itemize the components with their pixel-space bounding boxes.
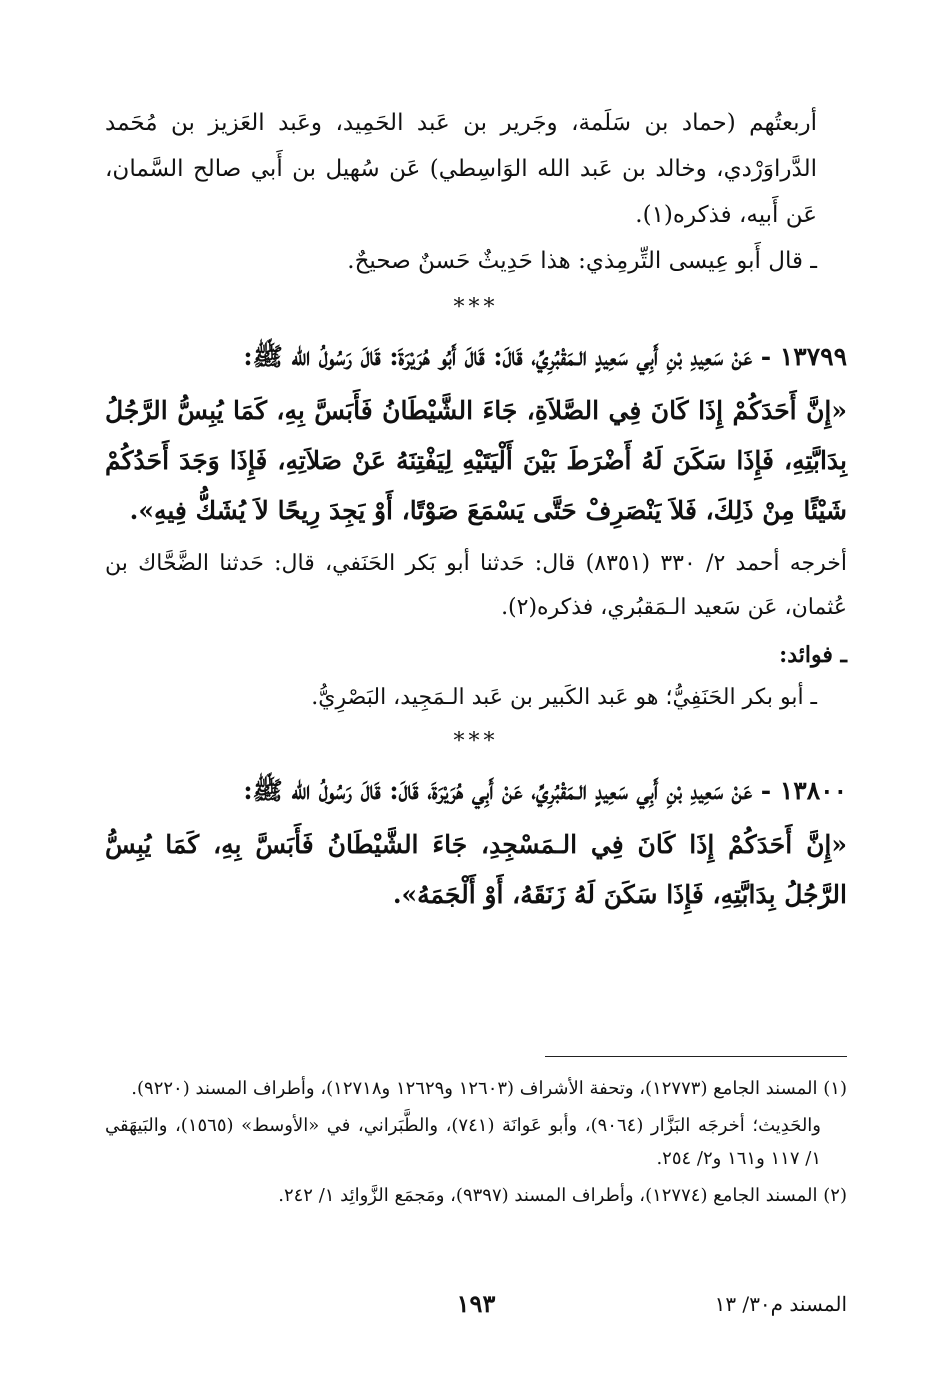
hadith-13799-takhrij: أخرجه أحمد ٢/ ٣٣٠ (٨٣٥١) قال: حَدثنا أبو بَكر الحَنَفي، قال: حَدثنا الضَّحَّاك بن عُثمان، عَن سَعيد الـمَقبُري، فذكره(٢). <box>105 551 848 620</box>
tirmidhi-note: ـ قال أَبو عِيسى التِّرمِذي: هذا حَدِيثٌ حَسنٌ صحيحٌ. <box>347 248 817 274</box>
main-text <box>105 100 847 920</box>
fawaid-heading: ـ فوائد: <box>779 642 847 668</box>
page-footer <box>105 1286 847 1322</box>
section-separator: *** <box>453 295 499 320</box>
fawaid-item: ـ أبو بكر الحَنَفِيُّ؛ هو عَبد الكَبير بن عَبد الـمَجِيد، البَصْرِيُّ. <box>311 685 817 710</box>
footnote-1-continuation: والحَدِيث؛ أخرجَه البَزَّار (٩٠٦٤)، وأبو عَوانَة (٧٤١)، والطَّبَراني، في «الأوسط» (١٥٦٥)، والبَيهَقي ١/ ١١٧ و١٦١ و٢/ ٢٥٤. <box>105 1115 821 1169</box>
hadith-13799-matn: «إِنَّ أَحَدَكُمْ إِذَا كَانَ فِي الصَّلاَةِ، جَاءَ الشَّيْطَانُ فَأَبَسَّ بِهِ، كَمَا يُبِسُّ الرَّجُلُ بِدَابَّتِهِ، فَإِذَا سَكَنَ لَهُ أَضْرَطَ بَيْنَ أَلْيَتَيْهِ لِيَفْتِنَهُ عَنْ صَلاَتِهِ، فَإِذَا وَجَدَ أَحَدُكُمْ شَيْئًا مِنْ ذَلِكَ، فَلاَ يَنْصَرِفْ حَتَّى يَسْمَعَ صَوْتًا، أَوْ يَجِدَ رِيحًا لاَ يُشَكُّ فِيهِ». <box>105 396 847 525</box>
hadith-13800-matn: «إِنَّ أَحَدَكُمْ إِذَا كَانَ فِي الـمَسْجِدِ، جَاءَ الشَّيْطَانُ فَأَبَسَّ بِهِ، كَمَا يُبِسُّ الرَّجُلُ بِدَابَّتِهِ، فَإِذَا سَكَنَ لَهُ زَنَقَهُ، أَوْ أَلْجَمَهُ». <box>105 830 847 909</box>
page-number: ١٩٣ <box>456 1289 496 1318</box>
footnotes <box>105 1072 847 1216</box>
hadith-13799-chain: ١٣٧٩٩ - عَنْ سَعِيدِ بْنِ أَبِي سَعِيدٍ الـمَقْبُرِيِّ، قَالَ: قَالَ أَبُو هُرَيْرَةَ: قَالَ رَسُولُ الله ﷺ: <box>243 342 847 371</box>
hadith-13800-chain: ١٣٨٠٠ - عَنْ سَعِيدِ بْنِ أَبِي سَعِيدٍ الـمَقْبُرِيِّ، عَنْ أَبِي هُرَيْرَةَ، قَالَ: قَالَ رَسُولُ الله ﷺ: <box>243 776 847 805</box>
signature-mark: المسند م٣٠/ ١٣ <box>714 1292 847 1316</box>
footnote-1: (١) المسند الجامع (١٢٧٧٣)، وتحفة الأشراف (١٢٦٠٣ و١٢٦٢٩ و١٢٧١٨)، وأطراف المسند (٩٢٢٠). <box>131 1078 847 1099</box>
footnote-2: (٢) المسند الجامع (١٢٧٧٤)، وأطراف المسند (٩٣٩٧)، ومَجمَع الزَّوائِد ١/ ٢٤٢. <box>278 1185 847 1206</box>
intro-paragraph: أربعتُهم (حماد بن سَلَمة، وجَرير بن عَبد الحَمِيد، وعَبد العَزيز بن مُحَمد الدَّراوَرْدي، وخالد بن عَبد الله الوَاسِطي) عَن سُهيل بن أَبي صالح السَّمان، عَن أَبيه، فذكره(١). <box>105 110 817 228</box>
footnote-divider <box>545 1056 847 1057</box>
section-separator: *** <box>453 729 499 754</box>
